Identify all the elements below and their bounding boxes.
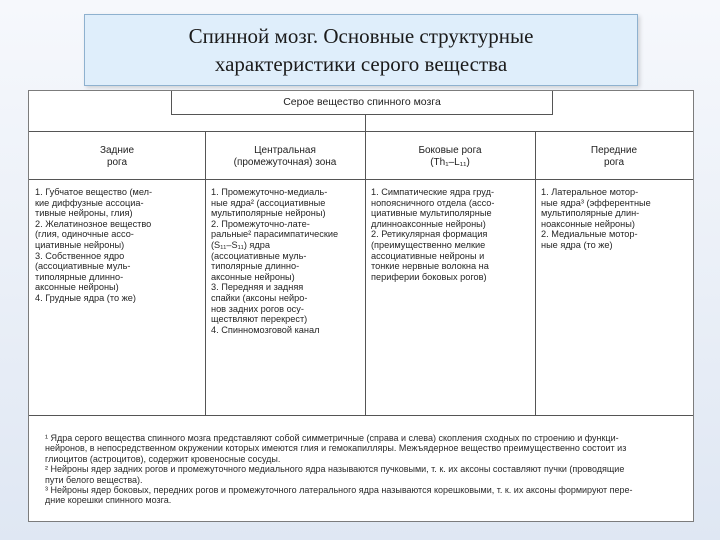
lateral-horns-line: циативные мультиполярные [371,208,492,219]
central-zone-line: ные ядра² (ассоциативные [211,197,326,208]
posterior-horns-line: циативные нейроны) [35,239,125,250]
posterior-horns-line: типолярные длинно- [35,271,124,282]
central-zone-line: спайки (аксоны нейро- [211,292,308,303]
posterior-horns-line: тивные нейроны, глия) [35,208,133,219]
central-zone-line: 1. Промежуточно-медиаль- [211,187,328,197]
central-zone-line: (S₁₁–S₁₁) ядра [211,239,270,250]
lateral-horns-line: 1. Симпатические ядра груд- [371,187,494,197]
footnote-line: дние корешки спинного мозга. [45,495,172,506]
central-zone-line: нов задних рогов осу- [211,303,304,314]
footnote-line: пути белого вещества). [45,474,143,485]
central-zone-line: аксонные нейроны) [211,271,295,282]
lateral-horns-line: (преимущественно мелкие [371,239,486,250]
col-head-lateral-horns [365,145,535,183]
col-head-central-zone-l2: (промежуточная) зона [233,157,337,168]
slide-title-box [84,14,638,86]
central-zone-line: мультиполярные нейроны) [211,208,326,219]
posterior-horns-line: (ассоциативные муль- [35,261,131,272]
lateral-horns-line: ассоциативные нейроны и [371,250,485,261]
central-zone-line: ральные² парасимпатические [211,229,339,240]
footnote-line: глиоцитов (астроцитов), содержит кровеносные сосуды. [45,453,281,464]
lateral-horns-line: периферии боковых рогов) [371,271,487,282]
slide-title-line-1: Спинной мозг. Основные структурные [188,24,534,48]
lateral-horns-line: 2. Ретикулярная формация [371,229,488,240]
col-head-posterior-horns [29,145,205,183]
posterior-horns-line: аксонные нейроны) [35,282,119,293]
table-header: Серое вещество спинного мозга [171,91,553,115]
central-zone-line: ществляют перекрест) [211,314,308,325]
central-zone-line: 2. Промежуточно-лате- [211,218,310,229]
col-head-central-zone [205,145,365,183]
col-head-posterior-horns-l1: Задние [99,145,135,156]
central-zone-line: 4. Спинномозговой канал [211,324,320,335]
lateral-horns-line: длинноаксонные нейроны) [371,218,486,229]
posterior-horns-line: 1. Губчатое вещество (мел- [35,187,153,197]
anterior-horns-line: 1. Латеральное мотор- [541,187,639,197]
footnote-line: ¹ Ядра серого вещества спинного мозга представляют собой симметричные (справа и слева) скопления сходных по строению и функци- [45,433,619,443]
table-rule-body-end [29,415,693,416]
posterior-horns-line: 2. Желатинозное вещество [35,218,152,229]
col-head-anterior-horns-l1: Передние [590,145,638,156]
cell-lateral-horns [371,187,533,282]
posterior-horns-line: (глия, одиночные ассо- [35,229,134,240]
scanned-table [28,90,694,522]
cell-anterior-horns [541,187,691,251]
col-head-posterior-horns-l2: рога [106,157,128,168]
anterior-horns-line: ные ядра³ (эфферентные [541,197,651,208]
footnote-line: ³ Нейроны ядер боковых, передних рогов и промежуточного латерального ядра называются корешковыми, т. к. их аксоны формируют пере- [45,485,633,496]
anterior-horns-line: 2. Медиальные мотор- [541,229,638,240]
cell-posterior-horns [35,187,203,304]
col-head-central-zone-l1: Центральная [254,145,316,156]
anterior-horns-line: ные ядра (то же) [541,239,613,250]
slide-title-line-2: характеристики серого вещества [214,52,508,76]
central-zone-line: 3. Передняя и задняя [211,282,304,293]
footnote-line: ² Нейроны ядер задних рогов и промежуточного медиального ядра называются пучковыми, т. к. их аксоны составляют пучки (проводящие [45,464,625,475]
col-head-anterior-horns [535,145,693,183]
anterior-horns-line: мультиполярные длин- [541,208,640,219]
lateral-horns-line: тонкие нервные волокна на [371,261,489,272]
central-zone-line: (ассоциативные муль- [211,250,307,261]
posterior-horns-line: 4. Грудные ядра (то же) [35,292,136,303]
table-footnotes [45,433,685,506]
lateral-horns-line: нопоясничного отдела (ассо- [371,197,495,208]
cell-central-zone [211,187,363,335]
posterior-horns-line: 3. Собственное ядро [35,250,125,261]
table-rule-top [29,131,693,132]
col-head-anterior-horns-l2: рога [603,157,625,168]
anterior-horns-line: ноаксонные нейроны) [541,218,635,229]
central-zone-line: типолярные длинно- [211,261,300,272]
footnote-line: нейронов, в непосредственном окружении которых имеются глия и гемокапилляры. Межъядерное вещество преимущественно состоит из [45,443,627,454]
col-head-lateral-horns-l1: Боковые рога [418,145,482,156]
posterior-horns-line: кие диффузные ассоциа- [35,197,144,208]
col-head-lateral-horns-l2: (Th₁–L₁₁) [430,157,470,168]
